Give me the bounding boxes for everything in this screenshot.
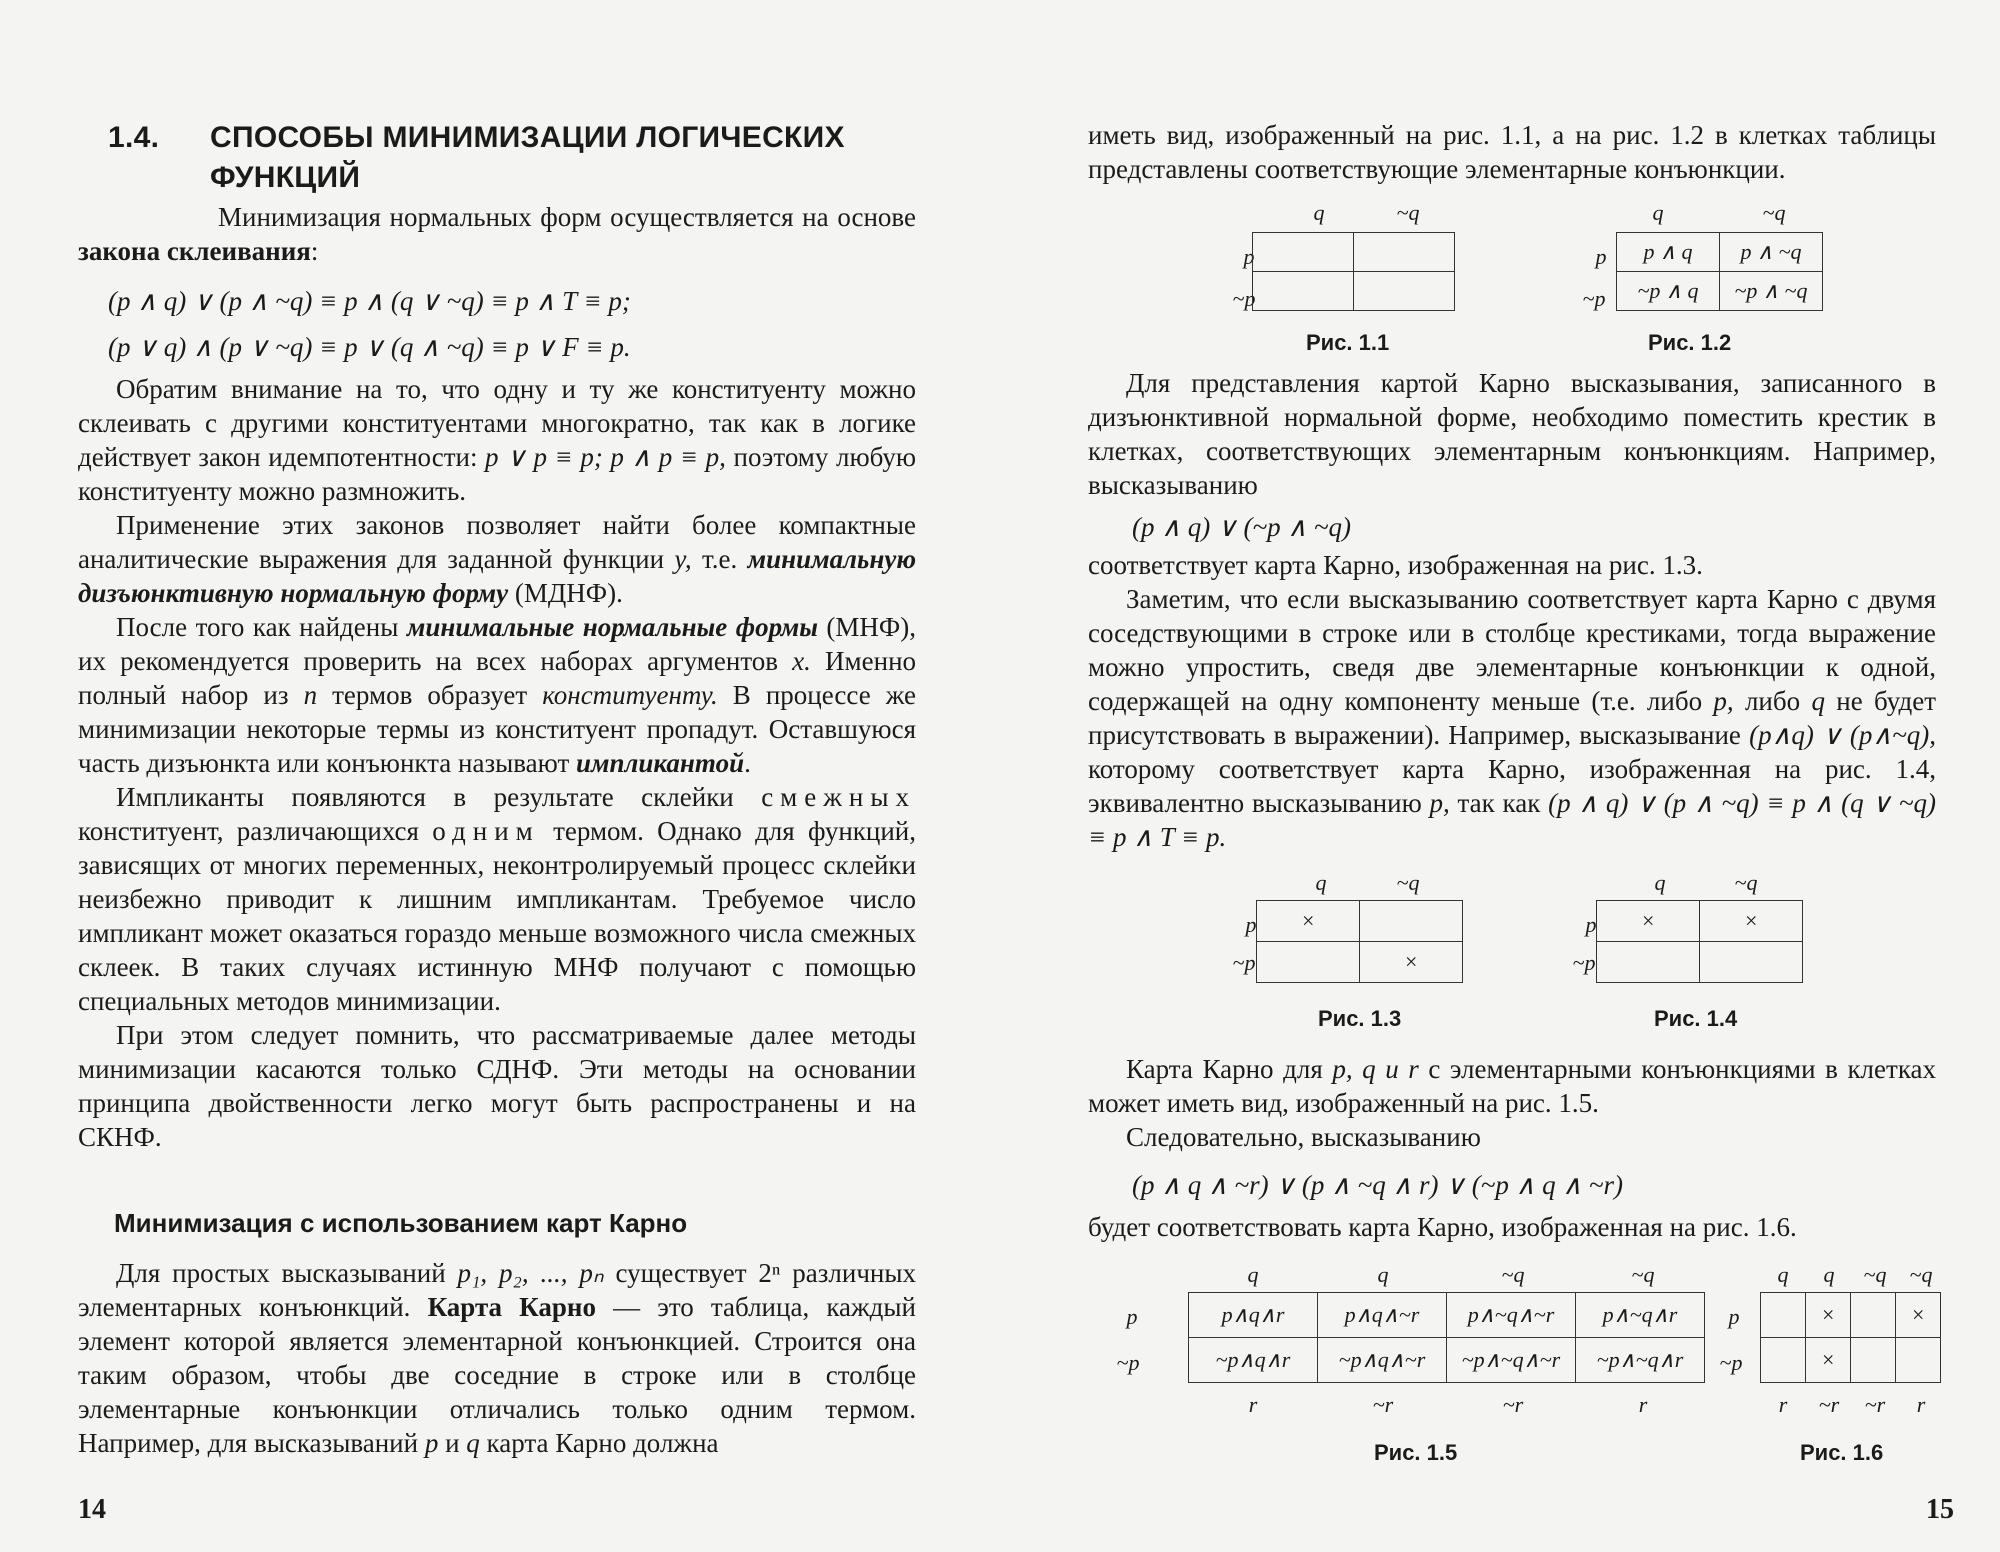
fig1-col-label: ~q bbox=[1396, 200, 1420, 225]
kmap-cell: ~p∧q∧r bbox=[1189, 1338, 1318, 1383]
kmap-cell bbox=[1851, 1338, 1896, 1383]
kmap-cell bbox=[1253, 233, 1354, 272]
kmap-cell bbox=[1257, 942, 1360, 983]
paragraph-r4: Заметим, что если высказыванию соответствует карта Карно с двумя соседствующими в строке или в столбце крестиками, тогда выражение можно упростить, сведя две элементарные конъюнкции к одной, содержащей на одну компоненту меньше (т.е. либо p, либо q не будет присутствовать в выражении). Например, высказывание (p∧q) ∨ (p∧~q), которому соответствует карта Карно, изображенная на рис. 1.4, эквивалентно высказыванию p, так как (p ∧ q) ∨ (p ∧ ~q) ≡ p ∧ (q ∨ ~q) ≡ p ∧ T ≡ p. bbox=[1088, 584, 1937, 852]
paragraph-5: При этом следует помнить, что рассматриваемые далее методы минимизации касаются только СДНФ. Эти методы на основании принципа двойственности легко могут быть распространены и на СКНФ. bbox=[78, 1020, 916, 1152]
fig6-col-label: q bbox=[1777, 1262, 1789, 1287]
karnaugh-map-fig3 bbox=[1256, 900, 1463, 983]
fig4-col-label: q bbox=[1654, 870, 1666, 895]
fig5-caption: Рис. 1.5 bbox=[1374, 1440, 1458, 1465]
kmap-cell: ~p∧~q∧~r bbox=[1447, 1338, 1576, 1383]
kmap-cell: ~p∧q∧~r bbox=[1318, 1338, 1447, 1383]
fig2-col-label: ~q bbox=[1762, 200, 1786, 225]
fig4-row-label: ~p bbox=[1572, 950, 1596, 975]
kmap-cell: ~p ∧ ~q bbox=[1720, 272, 1823, 311]
paragraph-r3: соответствует карта Карно, изображенная на рис. 1.3. bbox=[1088, 550, 1703, 580]
intro-text: Минимизация нормальных форм осуществляется на основе bbox=[218, 202, 916, 232]
kmap-cell: × bbox=[1597, 901, 1700, 942]
karnaugh-map-fig5 bbox=[1188, 1292, 1705, 1383]
kmap-cell: × bbox=[1257, 901, 1360, 942]
karnaugh-map-fig6 bbox=[1760, 1292, 1941, 1383]
fig6-bottom-label: r bbox=[1916, 1392, 1926, 1417]
body-text-right bbox=[1088, 548, 1936, 854]
fig6-caption: Рис. 1.6 bbox=[1800, 1440, 1884, 1465]
fig6-col-label: ~q bbox=[1909, 1262, 1933, 1287]
intro-paragraph: Минимизация нормальных форм осуществляется на основе закона склеивания: bbox=[78, 202, 916, 266]
kmap-cell bbox=[1354, 272, 1455, 311]
kmap-cell bbox=[1851, 1293, 1896, 1338]
formula-gluing-2: (p ∨ q) ∧ (p ∨ ~q) ≡ p ∨ (q ∧ ~q) ≡ p ∨ F ≡ p. bbox=[108, 332, 631, 362]
fig4-col-label: ~q bbox=[1734, 870, 1758, 895]
page-number-right: 15 bbox=[1926, 1494, 1954, 1525]
fig3-row-label: ~p bbox=[1232, 950, 1256, 975]
fig5-row-label: ~p bbox=[1116, 1350, 1140, 1375]
karnaugh-map-fig4 bbox=[1596, 900, 1803, 983]
kmap-cell: ~p ∧ q bbox=[1617, 272, 1720, 311]
kmap-cell: × bbox=[1896, 1293, 1941, 1338]
body-text-left bbox=[78, 372, 916, 1154]
fig5-row-label: p bbox=[1126, 1304, 1138, 1329]
body-text-right-2 bbox=[1088, 1052, 1936, 1154]
paragraph-r1: иметь вид, изображенный на рис. 1.1, а на рис. 1.2 в клетках таблицы представлены соответствующие элементарные конъюнкции. bbox=[1088, 120, 1936, 184]
fig3-col-label: q bbox=[1315, 870, 1327, 895]
kmap-cell: p∧q∧~r bbox=[1318, 1293, 1447, 1338]
karnaugh-map-fig1 bbox=[1252, 232, 1455, 311]
kmap-cell bbox=[1896, 1338, 1941, 1383]
fig1-row-label: p bbox=[1243, 244, 1255, 269]
fig3-caption: Рис. 1.3 bbox=[1318, 1006, 1402, 1031]
kmap-cell: ~p∧~q∧r bbox=[1576, 1338, 1705, 1383]
kmap-cell bbox=[1761, 1338, 1806, 1383]
formula-gluing-1: (p ∧ q) ∨ (p ∧ ~q) ≡ p ∧ (q ∨ ~q) ≡ p ∧ T ≡ p; bbox=[108, 286, 631, 316]
kmap-cell: × bbox=[1806, 1338, 1851, 1383]
kmap-cell: × bbox=[1700, 901, 1803, 942]
paragraph-r6: Следовательно, высказыванию bbox=[1126, 1122, 1481, 1152]
fig5-bottom-label: r bbox=[1248, 1392, 1258, 1417]
fig5-col-label: ~q bbox=[1501, 1262, 1525, 1287]
fig1-caption: Рис. 1.1 bbox=[1306, 330, 1390, 355]
kmap-cell: × bbox=[1806, 1293, 1851, 1338]
fig6-col-label: ~q bbox=[1863, 1262, 1887, 1287]
fig2-caption: Рис. 1.2 bbox=[1648, 330, 1732, 355]
kmap-cell: p∧~q∧r bbox=[1576, 1293, 1705, 1338]
section-number: 1.4. bbox=[108, 121, 160, 154]
kmap-cell bbox=[1354, 233, 1455, 272]
kmap-cell bbox=[1761, 1293, 1806, 1338]
intro-bold: закона склеивания bbox=[78, 236, 311, 266]
fig1-col-label: q bbox=[1313, 200, 1325, 225]
paragraph-r2: Для представления картой Карно высказывания, записанного в дизъюнктивной нормальной форме, необходимо поместить крестик в клетках, соответствующих элементарным конъюнкциям. Например, высказыванию bbox=[1088, 368, 1936, 500]
paragraph-1: Обратим внимание на то, что одну и ту же конституенту можно склеивать с другими конституентами многократно, так как в логике действует закон идемпотентности: p ∨ p ≡ p; p ∧ p ≡ p, поэтому любую конституенту можно размножить. bbox=[78, 374, 916, 506]
karnaugh-map-fig2 bbox=[1616, 232, 1823, 311]
section-title: СПОСОБЫ МИНИМИЗАЦИИ ЛОГИЧЕСКИХ ФУНКЦИЙ bbox=[210, 121, 845, 194]
fig5-bottom-label: ~r bbox=[1372, 1392, 1394, 1417]
fig3-row-label: p bbox=[1245, 912, 1257, 937]
fig6-bottom-label: ~r bbox=[1818, 1392, 1840, 1417]
kmap-cell: p∧q∧r bbox=[1189, 1293, 1318, 1338]
fig5-bottom-label: ~r bbox=[1502, 1392, 1524, 1417]
fig6-row-label: ~p bbox=[1719, 1350, 1743, 1375]
formula-r2: (p ∧ q ∧ ~r) ∨ (p ∧ ~q ∧ r) ∨ (~p ∧ q ∧ ~r) bbox=[1132, 1170, 1623, 1200]
kmap-cell: p ∧ q bbox=[1617, 233, 1720, 272]
fig6-bottom-label: r bbox=[1778, 1392, 1788, 1417]
fig2-col-label: q bbox=[1652, 200, 1664, 225]
fig2-row-label: ~p bbox=[1582, 286, 1606, 311]
kmap-cell: × bbox=[1360, 942, 1463, 983]
paragraph-r5: Карта Карно для p, q и r с элементарными конъюнкциями в клетках может иметь вид, изображенный на рис. 1.5. bbox=[1088, 1054, 1937, 1118]
kmap-cell bbox=[1360, 901, 1463, 942]
subheading-karnaugh: Минимизация с использованием карт Карно bbox=[114, 1208, 688, 1238]
formula-r1: (p ∧ q) ∨ (~p ∧ ~q) bbox=[1132, 512, 1351, 542]
fig4-caption: Рис. 1.4 bbox=[1654, 1006, 1738, 1031]
kmap-cell bbox=[1253, 272, 1354, 311]
paragraph-4: Импликанты появляются в результате склейки смежных конституент, различающихся одним термом. Однако для функций, зависящих от многих переменных, неконтролируемый процесс склейки неизбежно приводит к лишним импликантам. Требуемое число импликант может оказаться гораздо меньше возможного числа смежных склеек. В таких случаях истинную МНФ получают с помощью специальных методов минимизации. bbox=[78, 782, 917, 1016]
fig5-bottom-label: r bbox=[1638, 1392, 1648, 1417]
paragraph-r7: будет соответствовать карта Карно, изображенная на рис. 1.6. bbox=[1088, 1212, 1797, 1242]
fig6-row-label: p bbox=[1728, 1304, 1740, 1329]
paragraph-6: Для простых высказываний p₁, p₂, ..., pₙ существует 2ⁿ различных элементарных конъюнкций. Карта Карно — это таблица, каждый элемент которой является элементарной конъюнкцией. Строится она таким образом, чтобы две соседние в строке или в столбце элементарные конъюнкции отличались только одним термом. Например, для высказываний p и q карта Карно должна bbox=[78, 1258, 917, 1458]
page-number-left: 14 bbox=[78, 1494, 106, 1525]
fig5-col-label: ~q bbox=[1631, 1262, 1655, 1287]
fig1-row-label: ~p bbox=[1232, 286, 1256, 311]
fig2-row-label: p bbox=[1595, 244, 1607, 269]
fig4-row-label: p bbox=[1585, 912, 1597, 937]
fig5-col-label: q bbox=[1247, 1262, 1259, 1287]
fig3-col-label: ~q bbox=[1396, 870, 1420, 895]
kmap-cell: p ∧ ~q bbox=[1720, 233, 1823, 272]
kmap-cell bbox=[1700, 942, 1803, 983]
paragraph-3: После того как найдены минимальные нормальные формы (МНФ), их рекомендуется проверить на всех наборах аргументов x. Именно полный набор из n термов образует конституенту. В процессе же минимизации некоторые термы из конституент пропадут. Оставшуюся часть дизъюнкта или конъюнкта называют импликантой. bbox=[78, 612, 917, 778]
fig5-col-label: q bbox=[1377, 1262, 1389, 1287]
kmap-cell bbox=[1597, 942, 1700, 983]
kmap-cell: p∧~q∧~r bbox=[1447, 1293, 1576, 1338]
fig6-bottom-label: ~r bbox=[1864, 1392, 1886, 1417]
fig6-col-label: q bbox=[1823, 1262, 1835, 1287]
paragraph-2: Применение этих законов позволяет найти более компактные аналитические выражения для заданной функции y, т.е. минимальную дизъюнктивную нормальную форму (МДНФ). bbox=[78, 510, 917, 608]
